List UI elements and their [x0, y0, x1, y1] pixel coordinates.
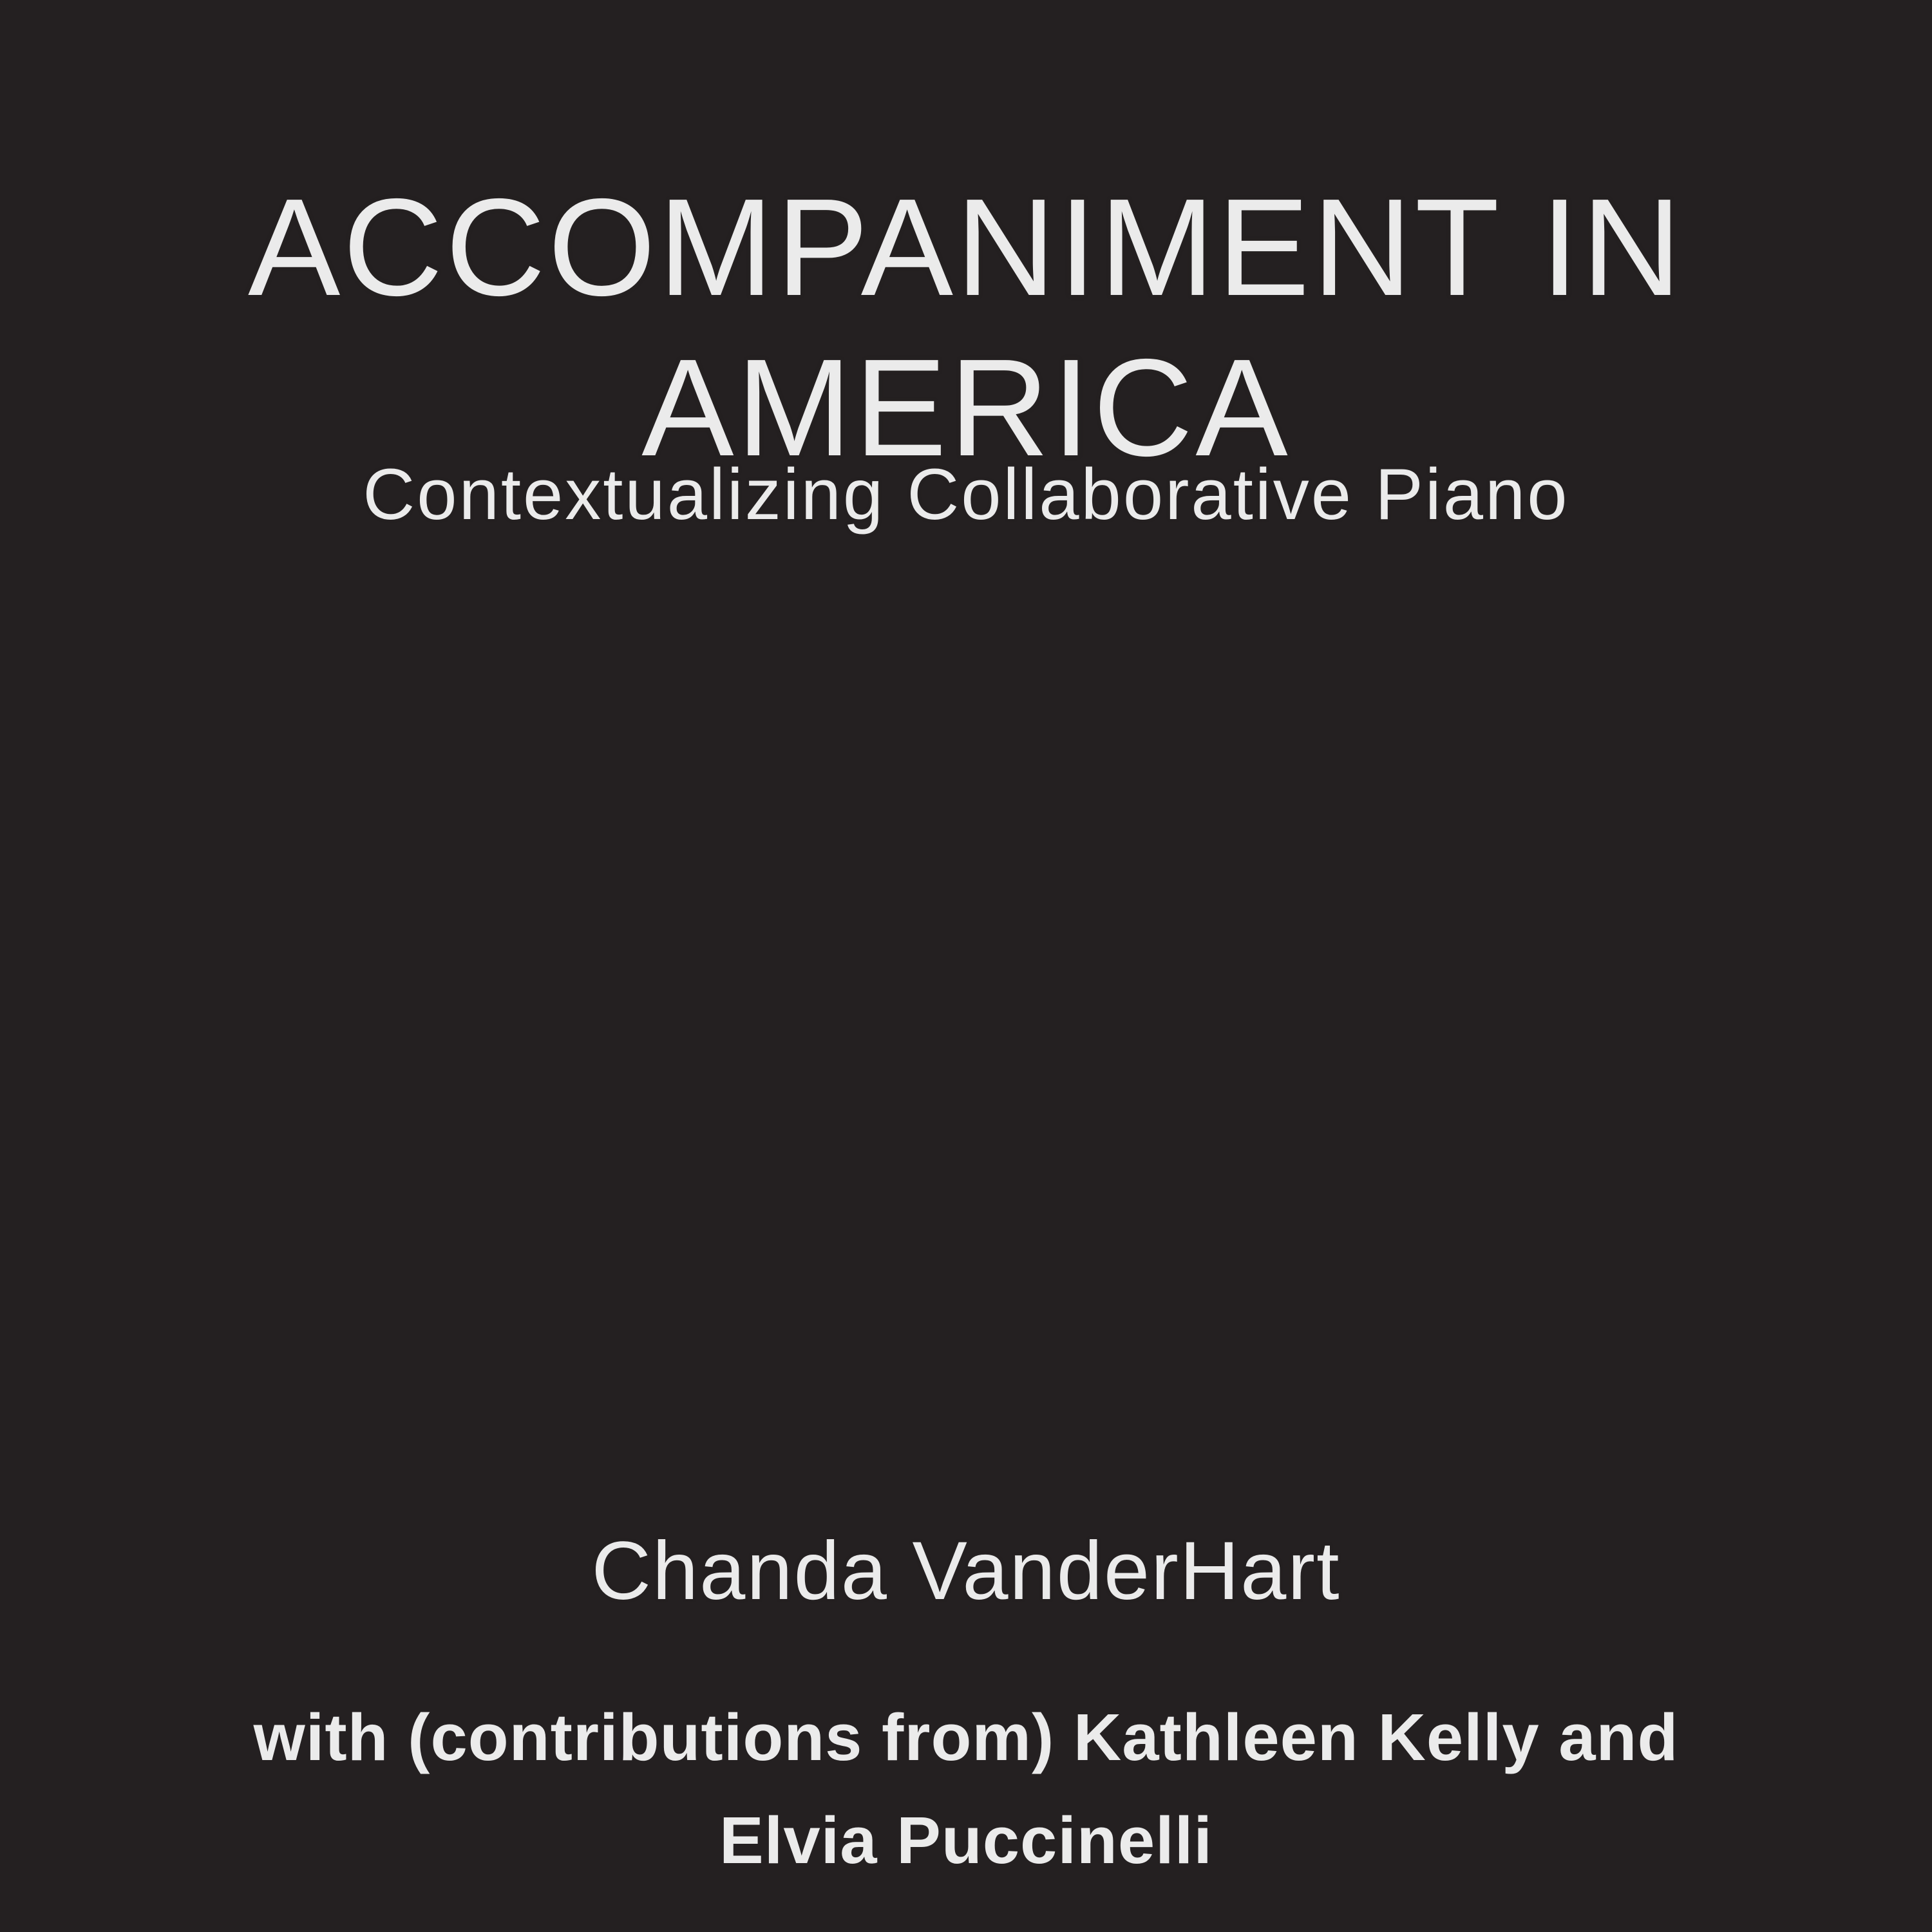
contributors-line-1: with (contributions from) Kathleen Kelly and — [253, 1700, 1679, 1774]
contributors-line-2: Elvia Puccinelli — [719, 1803, 1213, 1877]
book-title-line-1: ACCOMPANIMENT IN — [247, 169, 1685, 325]
contributors-note — [0, 1686, 1932, 1891]
author-name: Chanda VanderHart — [591, 1525, 1341, 1617]
book-title — [0, 167, 1932, 488]
book-title-line-2: AMERICA — [641, 330, 1291, 486]
book-subtitle: Contextualizing Collaborative Piano — [363, 454, 1569, 535]
